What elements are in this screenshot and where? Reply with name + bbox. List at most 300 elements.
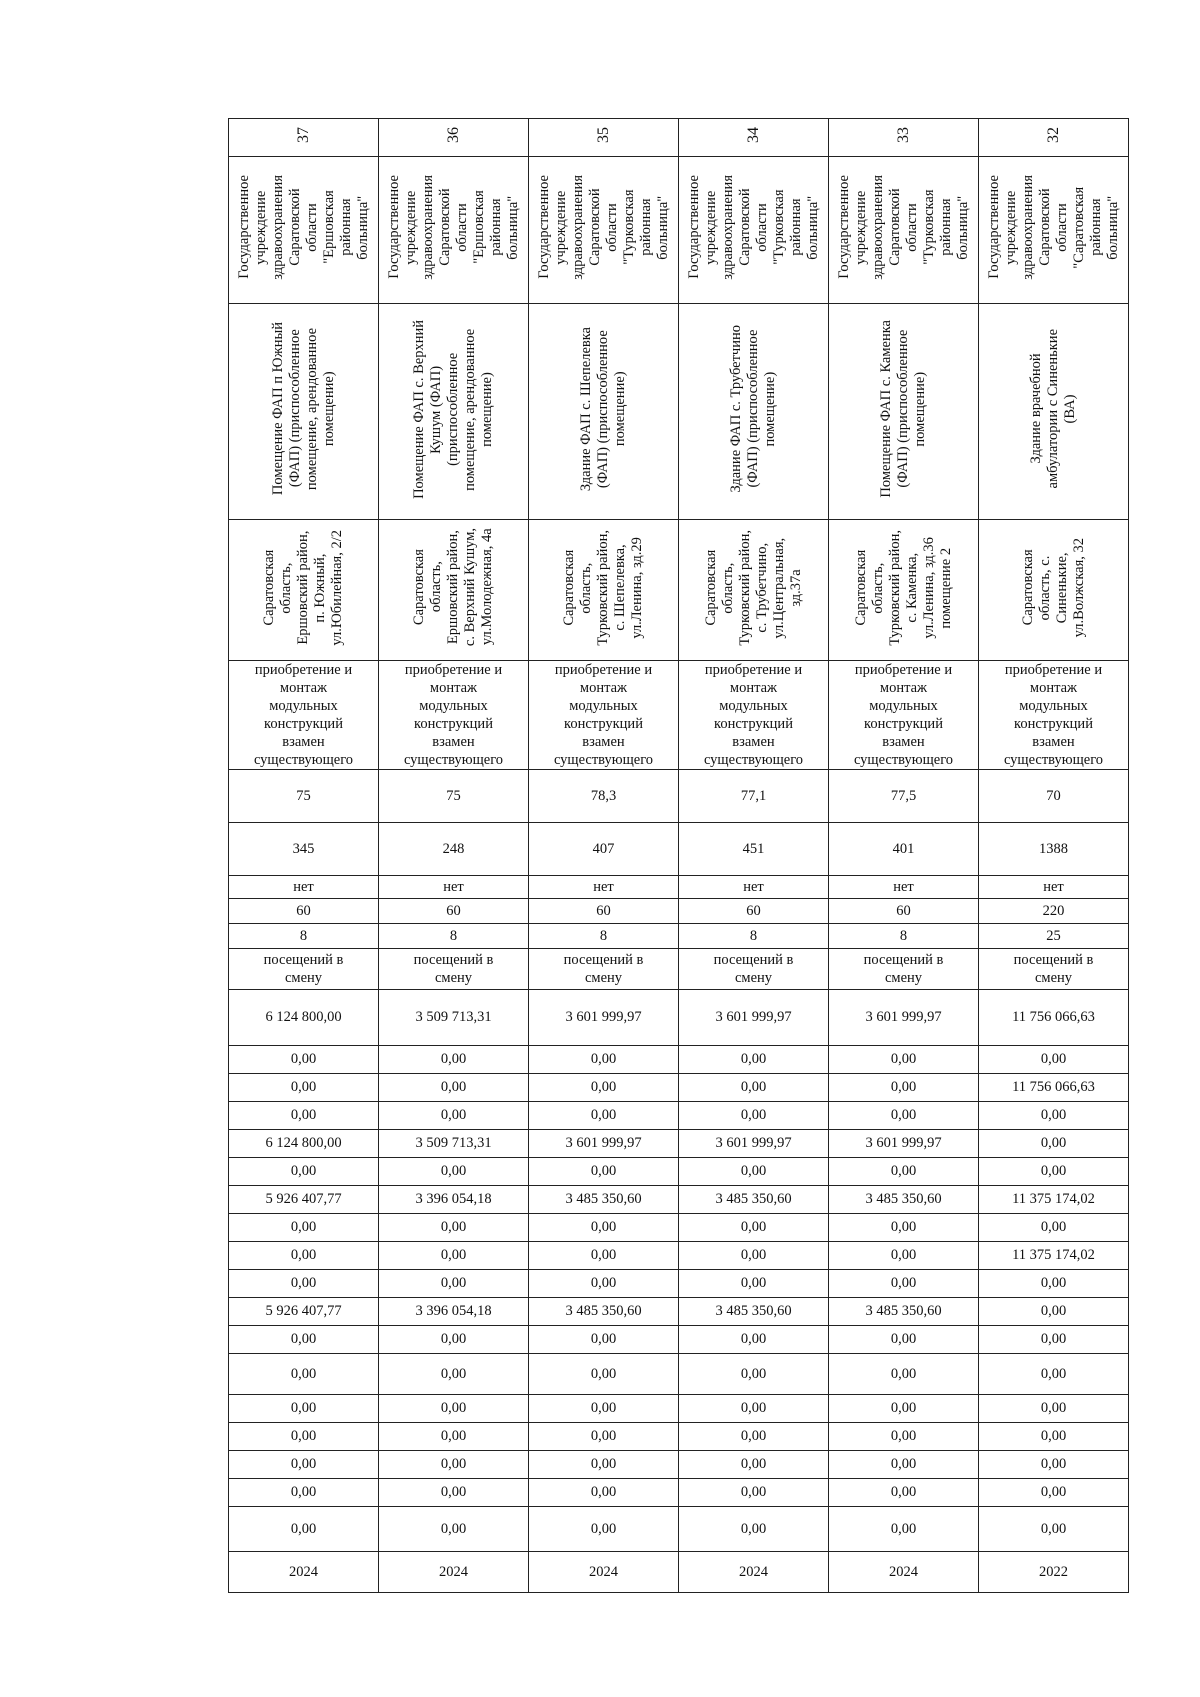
cell-text: 11 375 174,02 — [1012, 1247, 1095, 1263]
cell-text: 35 — [595, 127, 612, 143]
table-cell — [229, 823, 379, 876]
cell-text: 0,00 — [590, 1400, 617, 1416]
table-cell — [829, 1395, 979, 1423]
cell-text: 0,00 — [440, 1275, 467, 1291]
cell-text: 0,00 — [740, 1247, 767, 1263]
table-cell — [979, 1046, 1129, 1074]
table-cell — [679, 1395, 829, 1423]
cell-text: Государственное учреждение здравоохранения Саратовской области "Саратовская районная больница" — [985, 175, 1121, 280]
cell-text: 451 — [742, 840, 765, 857]
table-cell — [529, 1046, 679, 1074]
cell-text: 0,00 — [290, 1520, 317, 1537]
cell-text: Здание ФАП с. Шепелевка (ФАП) (приспособленное помещение) — [578, 326, 628, 492]
table-cell — [379, 1298, 529, 1326]
row-finance-6 — [229, 1186, 1129, 1214]
table-cell — [529, 1479, 679, 1507]
table-cell — [529, 520, 679, 661]
cell-text: 11 756 066,63 — [1012, 1079, 1095, 1095]
cell-text: нет — [1043, 878, 1064, 895]
table-cell — [379, 1479, 529, 1507]
cell-text: 0,00 — [290, 1365, 317, 1382]
table-cell — [679, 1270, 829, 1298]
cell-text: посещений в смену — [863, 952, 944, 986]
cell-text: Государственное учреждение здравоохранения Саратовской области "Турковская районная больница" — [535, 175, 671, 280]
cell-text: 3 601 999,97 — [715, 1135, 792, 1151]
cell-text: 0,00 — [890, 1456, 917, 1472]
cell-text: 0,00 — [290, 1400, 317, 1416]
cell-text: 0,00 — [290, 1331, 317, 1347]
table-cell — [679, 1186, 829, 1214]
cell-text: 8 — [299, 927, 308, 944]
cell-text: 60 — [596, 902, 611, 919]
table-cell — [529, 1074, 679, 1102]
cell-text: приобретение и монтаж модульных конструкций взамен существующего — [703, 662, 804, 768]
cell-text: 0,00 — [890, 1219, 917, 1235]
table-cell — [529, 990, 679, 1046]
table-cell — [229, 661, 379, 770]
table-cell — [979, 1326, 1129, 1354]
cell-text: 0,00 — [590, 1107, 617, 1123]
cell-text: 0,00 — [890, 1079, 917, 1095]
cell-text: 0,00 — [1040, 1219, 1067, 1235]
table-cell — [379, 304, 529, 520]
cell-text: 0,00 — [1040, 1331, 1067, 1347]
table-cell — [379, 1507, 529, 1552]
cell-text: 75 — [296, 787, 311, 804]
cell-text: посещений в смену — [563, 952, 644, 986]
cell-text: 0,00 — [590, 1484, 617, 1500]
cell-text: 407 — [592, 840, 615, 857]
table-cell — [379, 990, 529, 1046]
cell-text: 8 — [749, 927, 758, 944]
table-cell — [979, 1451, 1129, 1479]
cell-text: Саратовская область, с. Синенькие, ул.Волжская, 32 — [1019, 537, 1087, 638]
table-cell — [529, 1186, 679, 1214]
table-cell — [229, 899, 379, 924]
table-cell — [979, 1395, 1129, 1423]
table-cell — [529, 1552, 679, 1593]
table-cell — [529, 1326, 679, 1354]
table-cell — [379, 1423, 529, 1451]
table-cell — [379, 823, 529, 876]
cell-text: 0,00 — [1040, 1275, 1067, 1291]
table-cell — [379, 1270, 529, 1298]
table-cell — [229, 157, 379, 304]
table-cell — [529, 157, 679, 304]
table-cell — [829, 1423, 979, 1451]
cell-text: 0,00 — [890, 1331, 917, 1347]
table-cell — [979, 1102, 1129, 1130]
table-cell — [979, 899, 1129, 924]
cell-text: 0,00 — [890, 1107, 917, 1123]
table-cell — [829, 520, 979, 661]
table-cell — [379, 924, 529, 949]
cell-text: 3 601 999,97 — [865, 1135, 942, 1151]
table-cell — [379, 157, 529, 304]
row-cost — [229, 990, 1129, 1046]
table-cell — [679, 949, 829, 990]
table-cell — [229, 924, 379, 949]
table-cell — [979, 1552, 1129, 1593]
table-cell — [829, 1552, 979, 1593]
table-cell — [679, 1102, 829, 1130]
table-cell — [379, 1186, 529, 1214]
table-cell — [529, 1158, 679, 1186]
cell-text: 220 — [1042, 902, 1065, 919]
table-cell — [379, 1395, 529, 1423]
table-cell — [379, 1451, 529, 1479]
cell-text: 3 485 350,60 — [865, 1303, 942, 1319]
cell-text: 0,00 — [1040, 1484, 1067, 1500]
table-cell — [229, 1074, 379, 1102]
cell-text: 0,00 — [590, 1219, 617, 1235]
table-cell — [379, 1046, 529, 1074]
cell-text: 0,00 — [440, 1107, 467, 1123]
table-cell — [829, 1074, 979, 1102]
table-cell — [229, 876, 379, 899]
cell-text: 0,00 — [1040, 1365, 1067, 1382]
table-cell — [829, 924, 979, 949]
cell-text: 3 601 999,97 — [565, 1009, 642, 1025]
table-cell — [229, 520, 379, 661]
cell-text: 0,00 — [740, 1163, 767, 1179]
appendix-table — [228, 118, 1129, 1593]
cell-text: 60 — [746, 902, 761, 919]
table-cell — [229, 770, 379, 823]
cell-text: 345 — [292, 840, 315, 857]
table-cell — [529, 876, 679, 899]
cell-text: 0,00 — [440, 1219, 467, 1235]
table-cell — [229, 1326, 379, 1354]
table-cell — [979, 924, 1129, 949]
table-cell — [829, 876, 979, 899]
cell-text: Помещение ФАП п Южный (ФАП) (приспособленное помещение, арендованное помещение) — [269, 322, 337, 496]
cell-text: 0,00 — [1040, 1135, 1067, 1151]
row-finance-2 — [229, 1074, 1129, 1102]
cell-text: 2024 — [739, 1563, 768, 1580]
cell-text: 60 — [296, 902, 311, 919]
table-cell — [529, 1270, 679, 1298]
cell-text: Здание врачебной амбулатории с Синенькие (ВА) — [1028, 329, 1078, 489]
table-cell — [979, 1354, 1129, 1395]
table-cell — [679, 1046, 829, 1074]
cell-text: 77,1 — [740, 787, 767, 804]
table-cell — [229, 1158, 379, 1186]
row-finance-14 — [229, 1423, 1129, 1451]
table-cell — [379, 1354, 529, 1395]
cell-text: Государственное учреждение здравоохранения Саратовской области "Турковская районная больница" — [685, 175, 821, 280]
table-cell — [979, 304, 1129, 520]
table-cell — [529, 1102, 679, 1130]
row-finance-15 — [229, 1451, 1129, 1479]
cell-text: 77,5 — [890, 787, 917, 804]
table-cell — [979, 1130, 1129, 1158]
cell-text: 0,00 — [440, 1331, 467, 1347]
row-organization — [229, 157, 1129, 304]
row-address — [229, 520, 1129, 661]
cell-text: 0,00 — [440, 1051, 467, 1067]
table-cell — [379, 1102, 529, 1130]
table-cell — [379, 1214, 529, 1242]
table-cell — [679, 119, 829, 157]
cell-text: 3 601 999,97 — [715, 1009, 792, 1025]
table-cell — [379, 899, 529, 924]
cell-text: 0,00 — [440, 1456, 467, 1472]
cell-text: 0,00 — [590, 1275, 617, 1291]
table-cell — [229, 1552, 379, 1593]
cell-text: 0,00 — [740, 1275, 767, 1291]
row-finance-3 — [229, 1102, 1129, 1130]
cell-text: 0,00 — [590, 1247, 617, 1263]
table-cell — [829, 1242, 979, 1270]
cell-text: 6 124 800,00 — [265, 1009, 342, 1025]
table-cell — [529, 1242, 679, 1270]
cell-text: 2024 — [439, 1563, 468, 1580]
table-cell — [829, 157, 979, 304]
table-cell — [679, 1214, 829, 1242]
row-finance-8 — [229, 1242, 1129, 1270]
cell-text: 0,00 — [590, 1428, 617, 1444]
cell-text: 0,00 — [290, 1163, 317, 1179]
table-cell — [379, 1242, 529, 1270]
table-cell — [379, 1158, 529, 1186]
cell-text: 0,00 — [590, 1163, 617, 1179]
table-cell — [229, 949, 379, 990]
cell-text: 1388 — [1039, 840, 1068, 857]
cell-text: 37 — [295, 127, 312, 143]
cell-text: 0,00 — [290, 1219, 317, 1235]
row-finance-16 — [229, 1479, 1129, 1507]
row-staff — [229, 924, 1129, 949]
cell-text: 0,00 — [590, 1520, 617, 1537]
table-cell — [229, 1186, 379, 1214]
row-finance-17 — [229, 1507, 1129, 1552]
cell-text: Саратовская область, Турковский район, с. Шепелевка, ул.Ленина, зд.29 — [561, 529, 645, 646]
row-finance-7 — [229, 1214, 1129, 1242]
cell-text: 0,00 — [1040, 1400, 1067, 1416]
table-cell — [829, 1479, 979, 1507]
table-cell — [529, 823, 679, 876]
table-cell — [379, 770, 529, 823]
cell-text: 5 926 407,77 — [265, 1191, 342, 1207]
table-cell — [229, 990, 379, 1046]
table-cell — [829, 1270, 979, 1298]
table-cell — [979, 1298, 1129, 1326]
table-cell — [979, 520, 1129, 661]
cell-text: 0,00 — [890, 1520, 917, 1537]
cell-text: 0,00 — [1040, 1163, 1067, 1179]
table-cell — [529, 1130, 679, 1158]
cell-text: 0,00 — [1040, 1428, 1067, 1444]
table-cell — [379, 661, 529, 770]
cell-text: Помещение ФАП с. Каменка (ФАП) (приспособленное помещение) — [878, 320, 928, 498]
table-cell — [829, 990, 979, 1046]
cell-text: посещений в смену — [713, 952, 794, 986]
table-cell — [829, 1046, 979, 1074]
cell-text: 3 485 350,60 — [565, 1303, 642, 1319]
cell-text: посещений в смену — [1013, 952, 1094, 986]
table-cell — [529, 1507, 679, 1552]
table-cell — [979, 1158, 1129, 1186]
table-cell — [229, 1046, 379, 1074]
cell-text: нет — [443, 878, 464, 895]
row-year — [229, 1552, 1129, 1593]
row-build-year — [229, 823, 1129, 876]
table-cell — [529, 899, 679, 924]
table-cell — [529, 1298, 679, 1326]
table-cell — [679, 1354, 829, 1395]
table-cell — [529, 1451, 679, 1479]
table-cell — [229, 1423, 379, 1451]
table-cell — [529, 1214, 679, 1242]
cell-text: 11 756 066,63 — [1012, 1009, 1095, 1025]
cell-text: приобретение и монтаж модульных конструкций взамен существующего — [853, 662, 954, 768]
cell-text: 401 — [892, 840, 915, 857]
cell-text: приобретение и монтаж модульных конструкций взамен существующего — [1003, 662, 1104, 768]
table-cell — [979, 661, 1129, 770]
cell-text: 78,3 — [590, 787, 617, 804]
cell-text: 0,00 — [890, 1400, 917, 1416]
table-cell — [979, 157, 1129, 304]
table-cell — [229, 304, 379, 520]
table-cell — [829, 661, 979, 770]
table-cell — [829, 899, 979, 924]
cell-text: 2024 — [289, 1563, 318, 1580]
table-cell — [229, 1395, 379, 1423]
cell-text: 3 396 054,18 — [415, 1303, 492, 1319]
table-cell — [379, 119, 529, 157]
table-cell — [829, 770, 979, 823]
table-cell — [829, 1354, 979, 1395]
table-cell — [229, 119, 379, 157]
cell-text: 70 — [1046, 787, 1061, 804]
cell-text: 0,00 — [740, 1520, 767, 1537]
table-cell — [679, 1423, 829, 1451]
cell-text: 0,00 — [740, 1107, 767, 1123]
table-cell — [979, 949, 1129, 990]
table-cell — [829, 1326, 979, 1354]
table-cell — [979, 1214, 1129, 1242]
table-cell — [229, 1507, 379, 1552]
cell-text: 3 601 999,97 — [565, 1135, 642, 1151]
cell-text: посещений в смену — [413, 952, 494, 986]
table-cell — [979, 1423, 1129, 1451]
cell-text: 0,00 — [590, 1365, 617, 1382]
table-cell — [229, 1214, 379, 1242]
table-cell — [979, 1270, 1129, 1298]
cell-text: 248 — [442, 840, 465, 857]
table-cell — [679, 1298, 829, 1326]
table-cell — [979, 876, 1129, 899]
table-cell — [529, 1423, 679, 1451]
row-finance-1 — [229, 1046, 1129, 1074]
table-cell — [979, 1479, 1129, 1507]
cell-text: 0,00 — [1040, 1051, 1067, 1067]
row-number — [229, 119, 1129, 157]
table-cell — [679, 1158, 829, 1186]
row-status — [229, 876, 1129, 899]
cell-text: 25 — [1046, 927, 1061, 944]
table-cell — [679, 1507, 829, 1552]
row-unit — [229, 949, 1129, 990]
cell-text: 8 — [449, 927, 458, 944]
cell-text: 3 485 350,60 — [865, 1191, 942, 1207]
cell-text: Саратовская область, Турковский район, с. Трубетчино, ул.Центральная, зд.37а — [702, 529, 804, 646]
table-cell — [229, 1270, 379, 1298]
row-finance-9 — [229, 1270, 1129, 1298]
cell-text: нет — [293, 878, 314, 895]
table-cell — [679, 157, 829, 304]
cell-text: Здание ФАП с. Трубетчино (ФАП) (приспособленное помещение) — [728, 325, 778, 493]
table-cell — [379, 520, 529, 661]
cell-text: Саратовская область, Турковский район, с. Каменка, ул.Ленина, зд.36 помещение 2 — [852, 529, 954, 646]
cell-text: нет — [893, 878, 914, 895]
table-cell — [229, 1102, 379, 1130]
cell-text: Помещение ФАП с. Верхний Кушум (ФАП) (приспособленное помещение, арендованное помещение) — [411, 319, 495, 499]
cell-text: 0,00 — [290, 1484, 317, 1500]
cell-text: 2024 — [889, 1563, 918, 1580]
cell-text: 3 509 713,31 — [415, 1009, 492, 1025]
table-cell — [529, 770, 679, 823]
table-cell — [229, 1451, 379, 1479]
table-cell — [829, 1451, 979, 1479]
row-work-type — [229, 661, 1129, 770]
row-wear — [229, 770, 1129, 823]
cell-text: 0,00 — [290, 1275, 317, 1291]
table-cell — [979, 770, 1129, 823]
cell-text: 2022 — [1039, 1563, 1068, 1580]
cell-text: приобретение и монтаж модульных конструкций взамен существующего — [553, 662, 654, 768]
cell-text: 0,00 — [290, 1107, 317, 1123]
table-cell — [979, 119, 1129, 157]
cell-text: 0,00 — [1040, 1456, 1067, 1472]
cell-text: Саратовская область, Ершовский район, п. Южный, ул.Юбилейная, 2/2 — [261, 529, 345, 646]
table-cell — [229, 1354, 379, 1395]
cell-text: 0,00 — [440, 1400, 467, 1416]
table-cell — [829, 1214, 979, 1242]
table-cell — [529, 924, 679, 949]
table-cell — [679, 770, 829, 823]
cell-text: приобретение и монтаж модульных конструкций взамен существующего — [253, 662, 354, 768]
cell-text: 2024 — [589, 1563, 618, 1580]
table-cell — [529, 1395, 679, 1423]
cell-text: 0,00 — [440, 1163, 467, 1179]
row-finance-10 — [229, 1298, 1129, 1326]
cell-text: 8 — [599, 927, 608, 944]
table-cell — [829, 1298, 979, 1326]
table-cell — [979, 1074, 1129, 1102]
cell-text: приобретение и монтаж модульных конструкций взамен существующего — [403, 662, 504, 768]
cell-text: 60 — [446, 902, 461, 919]
cell-text: 36 — [445, 127, 462, 143]
cell-text: 0,00 — [590, 1079, 617, 1095]
table-cell — [829, 1186, 979, 1214]
table-cell — [679, 924, 829, 949]
table-cell — [979, 1242, 1129, 1270]
cell-text: 0,00 — [890, 1428, 917, 1444]
table-cell — [679, 520, 829, 661]
cell-text: 60 — [896, 902, 911, 919]
table-cell — [529, 304, 679, 520]
cell-text: 0,00 — [290, 1051, 317, 1067]
cell-text: 0,00 — [440, 1247, 467, 1263]
table-cell — [679, 1552, 829, 1593]
cell-text: 3 601 999,97 — [865, 1009, 942, 1025]
table-cell — [679, 1074, 829, 1102]
cell-text: 0,00 — [740, 1365, 767, 1382]
table-cell — [379, 1074, 529, 1102]
cell-text: 0,00 — [740, 1331, 767, 1347]
